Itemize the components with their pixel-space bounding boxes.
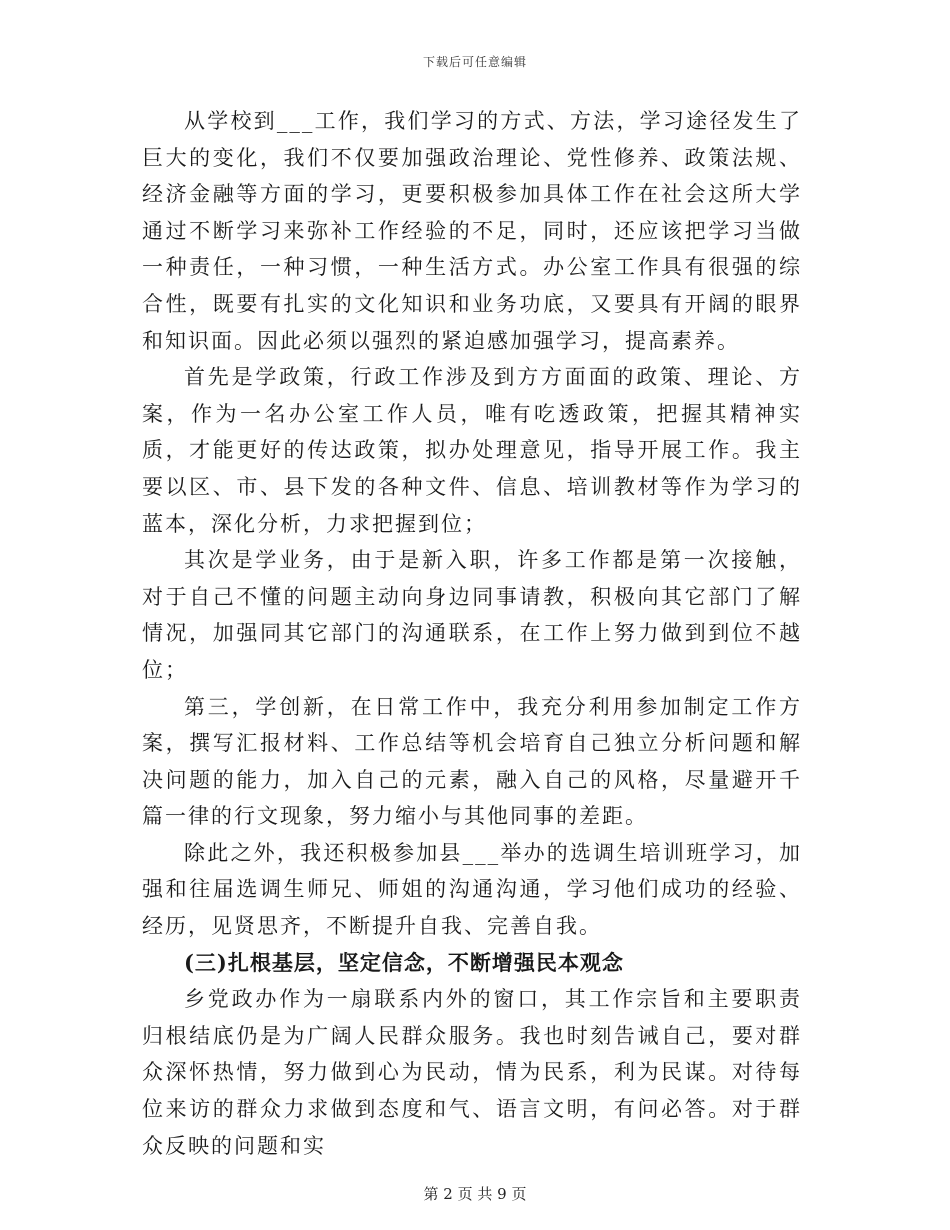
paragraph-training: 除此之外，我还积极参加县___举办的选调生培训班学习，加强和往届选调生师兄、师姐的沟通沟通，学习他们成功的经验、经历，见贤思齐，不断提升自我、完善自我。 (142, 840, 802, 939)
paragraph-study-policy: 首先是学政策，行政工作涉及到方方面面的政策、理论、方案，作为一名办公室工作人员，唯有吃透政策，把握其精神实质，才能更好的传达政策，拟办处理意见，指导开展工作。我主要以区、市、县下发的各种文件、信息、培训教材等作为学习的蓝本，深化分析，力求把握到位； (142, 365, 802, 536)
document-body (142, 103, 802, 1164)
paragraph-study-innovation: 第三，学创新，在日常工作中，我充分利用参加制定工作方案，撰写汇报材料、工作总结等机会培育自己独立分析问题和解决问题的能力，加入自己的元素，融入自己的风格，尽量避开千篇一律的行文现象，努力缩小与其他同事的差距。 (142, 694, 802, 829)
paragraph-study-change: 从学校到___工作，我们学习的方式、方法，学习途径发生了巨大的变化，我们不仅要加强政治理论、党性修养、政策法规、经济金融等方面的学习，更要积极参加具体工作在社会这所大学通过不断学习来弥补工作经验的不足，同时，还应该把学习当做一种责任，一种习惯，一种生活方式。办公室工作具有很强的综合性，既要有扎实的文化知识和业务功底，又要具有开阔的眼界和知识面。因此必须以强烈的紧迫感加强学习，提高素养。 (142, 109, 802, 353)
page-header-note: 下载后可任意编辑 (422, 55, 527, 69)
section-heading: (三)扎根基层，坚定信念，不断增强民本观念 (184, 949, 624, 975)
page-number: 第 2 页 共 9 页 (423, 1185, 527, 1203)
paragraph-study-business: 其次是学业务，由于是新入职，许多工作都是第一次接触，对于自己不懂的问题主动向身边同事请教，积极向其它部门了解情况，加强同其它部门的沟通联系，在工作上努力做到到位不越位； (142, 548, 802, 682)
paragraph-serve-people: 乡党政办作为一扇联系内外的窗口，其工作宗旨和主要职责归根结底仍是为广阔人民群众服务。我也时刻告诫自己，要对群众深怀热情，努力做到心为民动，情为民系，利为民谋。对待每位来访的群众力求做到态度和气、语言文明，有问必答。对于群众反映的问题和实 (142, 987, 802, 1158)
